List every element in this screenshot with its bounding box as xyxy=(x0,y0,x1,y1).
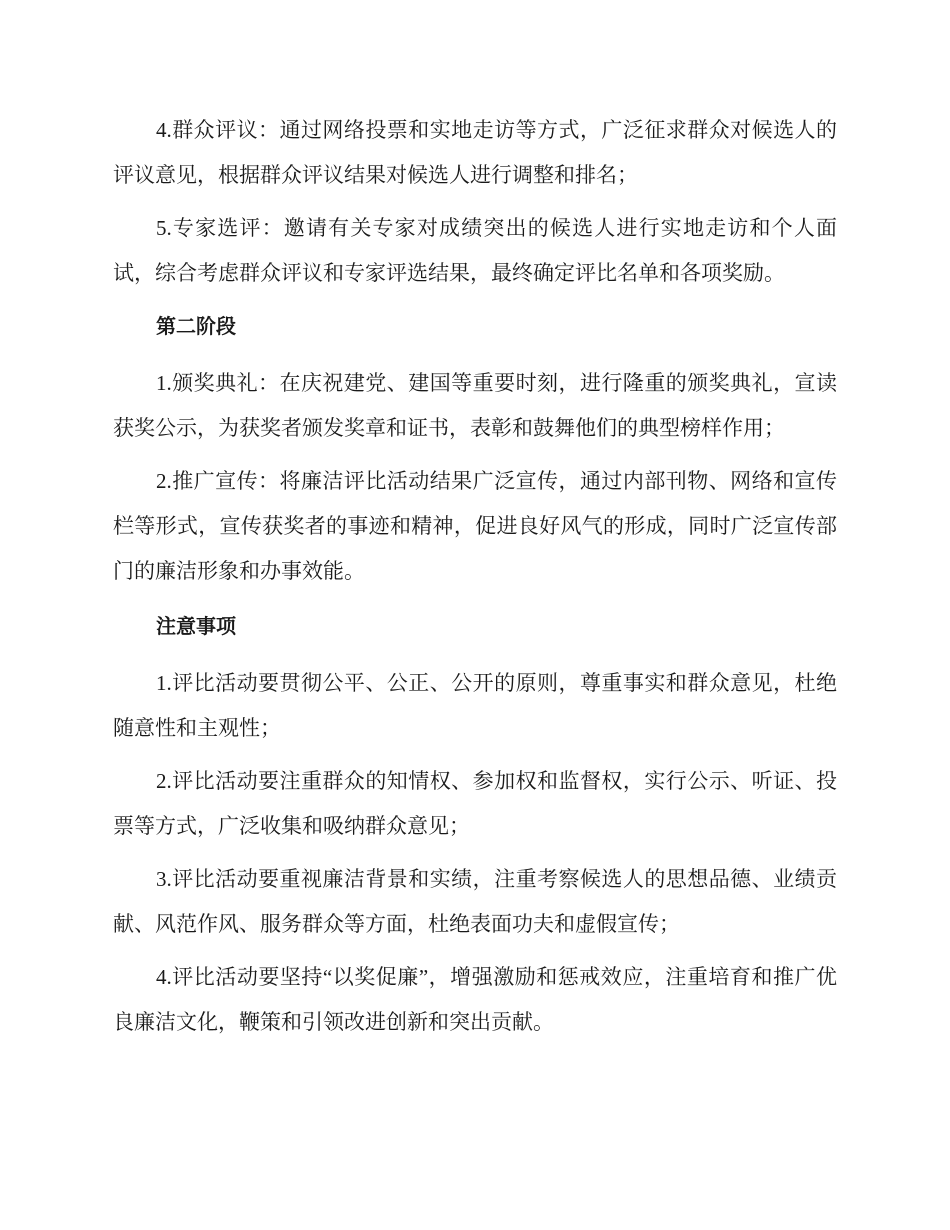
section-heading-stage2: 第二阶段 xyxy=(156,314,236,338)
paragraph-expert-review: 5.专家选评：邀请有关专家对成绩突出的候选人进行实地走访和个人面试，综合考虑群众评议和专家评选结果，最终确定评比名单和各项奖励。 xyxy=(113,216,837,285)
paragraph-note-3: 3.评比活动要重视廉洁背景和实绩，注重考察候选人的思想品德、业绩贡献、风范作风、服务群众等方面，杜绝表面功夫和虚假宣传； xyxy=(113,867,837,936)
paragraph-promotion: 2.推广宣传：将廉洁评比活动结果广泛宣传，通过内部刊物、网络和宣传栏等形式，宣传获奖者的事迹和精神，促进良好风气的形成，同时广泛宣传部门的廉洁形象和办事效能。 xyxy=(113,469,837,583)
paragraph-public-review: 4.群众评议：通过网络投票和实地走访等方式，广泛征求群众对候选人的评议意见，根据群众评议结果对候选人进行调整和排名； xyxy=(113,118,837,187)
document-body xyxy=(113,108,837,1053)
paragraph-note-1: 1.评比活动要贯彻公平、公正、公开的原则，尊重事实和群众意见，杜绝随意性和主观性； xyxy=(113,671,837,740)
paragraph-note-4: 4.评比活动要坚持“以奖促廉”，增强激励和惩戒效应，注重培育和推广优良廉洁文化，鞭策和引领改进创新和突出贡献。 xyxy=(113,965,837,1034)
paragraph-award-ceremony: 1.颁奖典礼：在庆祝建党、建国等重要时刻，进行隆重的颁奖典礼，宣读获奖公示，为获奖者颁发奖章和证书，表彰和鼓舞他们的典型榜样作用； xyxy=(113,371,837,440)
section-heading-notes: 注意事项 xyxy=(156,614,236,638)
paragraph-note-2: 2.评比活动要注重群众的知情权、参加权和监督权，实行公示、听证、投票等方式，广泛收集和吸纳群众意见； xyxy=(113,769,837,838)
